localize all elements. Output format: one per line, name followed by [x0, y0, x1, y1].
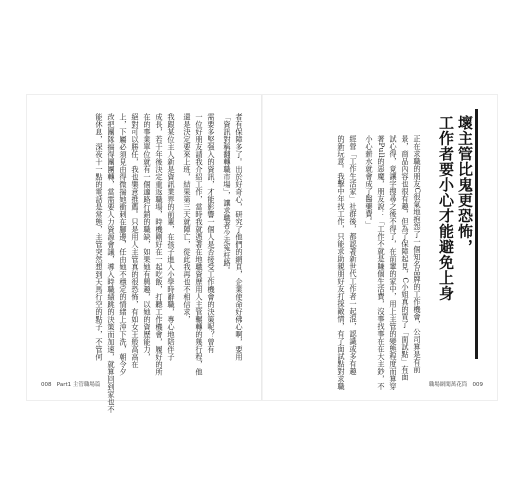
text-column: 需要多堅强入的資訊，才能影響一個人是否接受工作機會的決策呢？曾有 [207, 113, 216, 353]
text-column: 「資訊對稱翻轉職市場」，讓求職者少走冤枉路。 [223, 113, 232, 275]
text-column: 上，下屬必須見由得微揣她衝刺在腳邊，任由她不穩定的情緒上沖下洗，朝令夕 [119, 113, 128, 376]
text-column: 一位好朋友請我介紹工作，當時我就憑著在地職資歷用人主管輾轉的幾行程，他 [195, 113, 204, 376]
page-number: 008 [41, 382, 52, 388]
text-column: 著Pull的惡魔，朋友說：「工作不就是賺個生活費，沒事找事在在大主鈔，不 [377, 135, 386, 391]
book-spread [27, 95, 497, 413]
running-header: 職場網聞萬花筒 [428, 382, 468, 388]
page-footer [429, 380, 483, 388]
text-column: 者有保障多了。出於好奇心，研究了他們的網頁，企業使命好佛心啊，要用 [235, 113, 244, 361]
text-column: 正在求職的朋友C很氣地抱怨了一個知名品牌的工作機會，公司算是有前 [413, 135, 422, 374]
chapter-title-line2: 工作者要小心才能避免上身 [437, 115, 455, 301]
text-column: 還是決定要來上班，結果第三天就陣亡，從此我再也不相信求， [183, 113, 192, 323]
text-column: 絕對可以勝任，我也樂意推薦。只是用人主管真的很恐怖，有如女王般高高在 [131, 113, 140, 368]
text-column: 景，商品內容也很有趣，但為了保障起見，C小姐真的買了「面試點」有面 [401, 135, 410, 381]
text-column: 經營「工作生活家」社群後，都認著新世代工作者一起混，認識或多有趣 [349, 135, 358, 375]
right-page [263, 95, 497, 400]
text-column: 改把團隊搞得團團轉，當需要人力資源會議，導入時職績跳的決策而加速，就算回到家也不 [107, 113, 116, 413]
text-column: 在的事業單位就有一個適路行銷的職缺，如果她有興趣，以她的資歷能力， [143, 113, 152, 361]
left-page [27, 95, 261, 413]
running-header: Part1 主管職場篇 [56, 382, 101, 388]
text-column: 能休息，深夜十一點的電話是常態，主管突然想到天馬行空的點子，不管何 [95, 113, 104, 361]
text-column: 成長，若干年後決定重返職場，時機剛好在一起吃飯，打聽工作機會，履好的所 [155, 113, 164, 376]
page-footer [41, 380, 100, 388]
title-rule [475, 109, 478, 359]
text-column: 試心得，竟讓字搜尋之後不得了，在前輩的家中，用上主管的變態程度而算穿 [389, 135, 398, 390]
page-number: 009 [472, 382, 483, 388]
chapter-title-line1: 壞主管比鬼更恐怖， [456, 115, 474, 255]
text-column: 的新玩意。我擊中年找工作，只能求助親朋好友打探敵情，有了面試點對求職 [337, 135, 346, 390]
text-column: 小心薪水就會成了醫藥費。」 [365, 135, 374, 229]
text-column: 我跟某位主人新是資訊業界的前輩，在孩子進入小學時辭職，專心地陪伴子 [167, 113, 176, 361]
